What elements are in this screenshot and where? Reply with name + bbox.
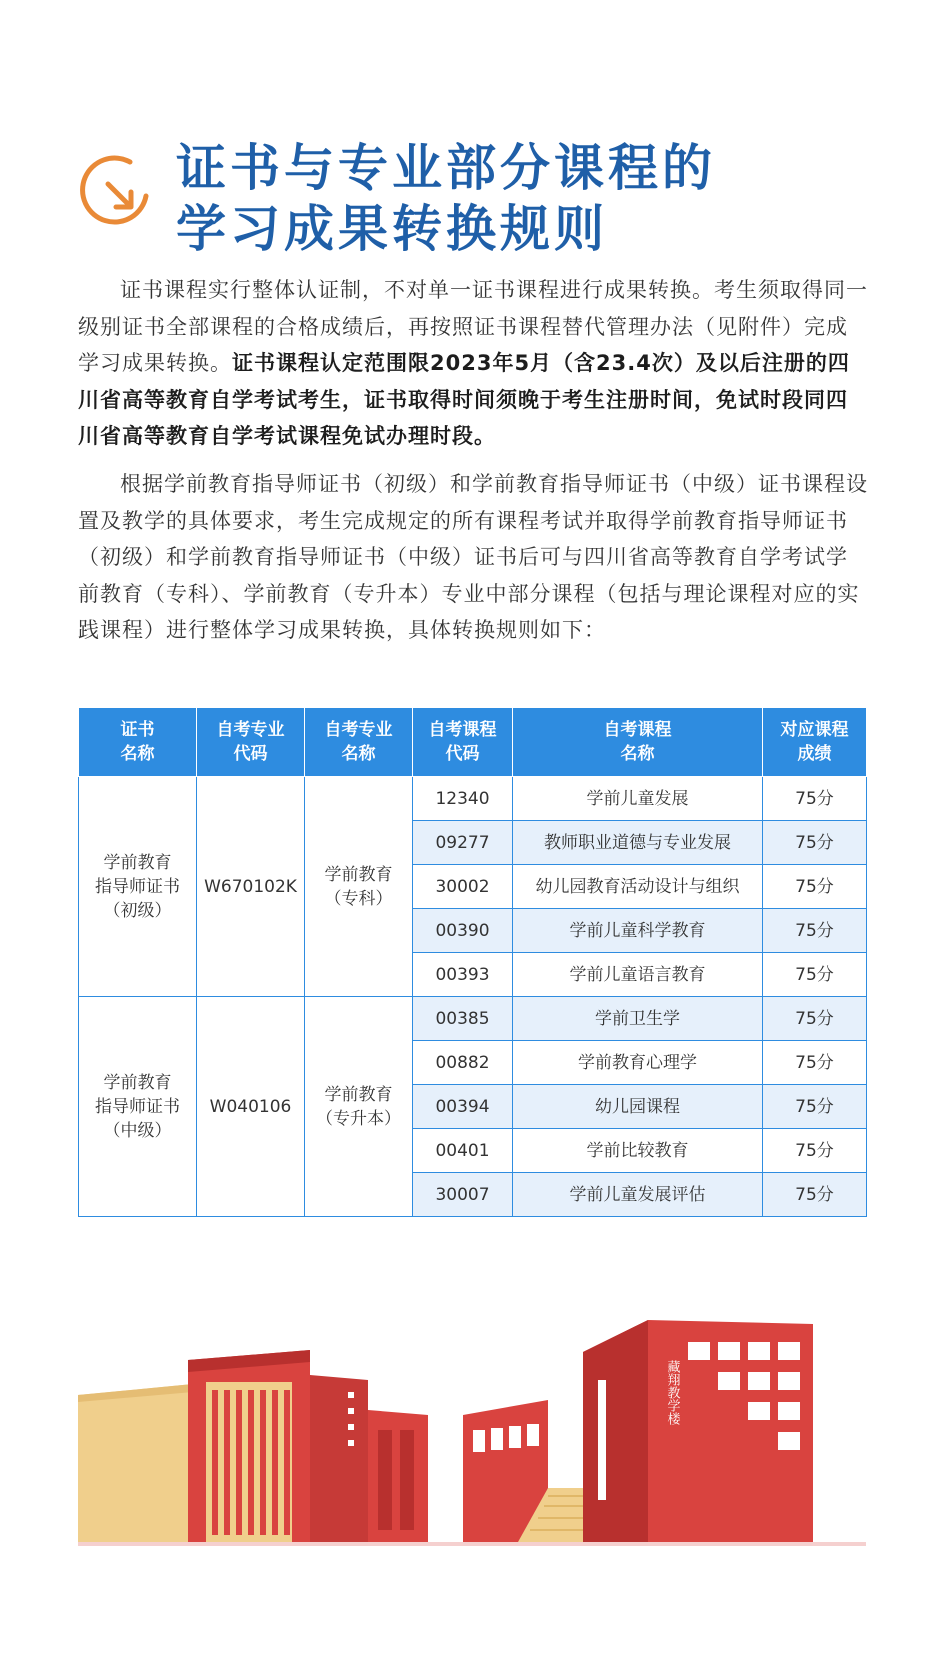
score-cell: 75分 (763, 953, 867, 997)
course-name-cell: 学前儿童发展评估 (513, 1173, 763, 1217)
header-major-name: 自考专业 名称 (305, 708, 413, 777)
title-line-1: 证书与专业部分课程的 (176, 139, 716, 197)
course-name-cell: 幼儿园教育活动设计与组织 (513, 865, 763, 909)
course-code-cell: 00394 (413, 1085, 513, 1129)
major-code-cell: W670102K (197, 777, 305, 997)
cert-name-cell: 学前教育 指导师证书 （初级） (79, 777, 197, 997)
section-title (78, 140, 898, 260)
course-code-cell: 00401 (413, 1129, 513, 1173)
score-cell: 75分 (763, 1041, 867, 1085)
intro-bold-text: 证书课程认定范围限2023年5月（含23.4次）及以后注册的四川省高等教育自学考试考生，证书取得时间须晚于考生注册时间，免试时段同四川省高等教育自学考试课程免试办理时段。 (78, 351, 850, 448)
course-code-cell: 30007 (413, 1173, 513, 1217)
score-cell: 75分 (763, 777, 867, 821)
score-cell: 75分 (763, 1173, 867, 1217)
building-sign: 藏翔教学楼 (664, 1360, 680, 1425)
course-name-cell: 学前卫生学 (513, 997, 763, 1041)
header-course-name: 自考课程 名称 (513, 708, 763, 777)
arrow-circle-icon (78, 154, 152, 228)
course-name-cell: 教师职业道德与专业发展 (513, 821, 763, 865)
major-name-cell: 学前教育 （专升本） (305, 997, 413, 1217)
score-cell: 75分 (763, 865, 867, 909)
major-name-cell: 学前教育 （专科） (305, 777, 413, 997)
score-cell: 75分 (763, 909, 867, 953)
major-code-cell: W040106 (197, 997, 305, 1217)
header-cert-name: 证书 名称 (79, 708, 197, 777)
course-name-cell: 学前儿童科学教育 (513, 909, 763, 953)
score-cell: 75分 (763, 1129, 867, 1173)
conversion-table (78, 707, 867, 1217)
course-name-cell: 幼儿园课程 (513, 1085, 763, 1129)
score-cell: 75分 (763, 1085, 867, 1129)
score-cell: 75分 (763, 821, 867, 865)
course-code-cell: 00390 (413, 909, 513, 953)
header-score: 对应课程 成绩 (763, 708, 867, 777)
campus-buildings-illustration (78, 1320, 866, 1550)
course-name-cell: 学前教育心理学 (513, 1041, 763, 1085)
course-code-cell: 09277 (413, 821, 513, 865)
course-code-cell: 00882 (413, 1041, 513, 1085)
course-code-cell: 00385 (413, 997, 513, 1041)
header-major-code: 自考专业 代码 (197, 708, 305, 777)
course-name-cell: 学前儿童语言教育 (513, 953, 763, 997)
table-header-row (79, 708, 867, 777)
cert-name-cell: 学前教育 指导师证书 （中级） (79, 997, 197, 1217)
course-code-cell: 00393 (413, 953, 513, 997)
course-code-cell: 30002 (413, 865, 513, 909)
intro-text: 证书课程实行整体认证制，不对单一证书课程进行成果转换。考生须取得同一级别证书全部课程的合格成绩后，再按照证书课程替代管理办法（见附件）完成学习成果转换。 (78, 278, 868, 375)
intro-paragraph (78, 272, 868, 455)
header-course-code: 自考课程 代码 (413, 708, 513, 777)
table-row (79, 777, 867, 821)
score-cell: 75分 (763, 997, 867, 1041)
table-row (79, 997, 867, 1041)
rules-paragraph: 根据学前教育指导师证书（初级）和学前教育指导师证书（中级）证书课程设置及教学的具体要求，考生完成规定的所有课程考试并取得学前教育指导师证书（初级）和学前教育指导师证书（中级）证书后可与四川省高等教育自学考试学前教育（专科）、学前教育（专升本）专业中部分课程（包括与理论课程对应的实践课程）进行整体学习成果转换，具体转换规则如下： (78, 472, 868, 642)
title-line-2: 学习成果转换规则 (176, 200, 608, 258)
course-code-cell: 12340 (413, 777, 513, 821)
course-name-cell: 学前儿童发展 (513, 777, 763, 821)
course-name-cell: 学前比较教育 (513, 1129, 763, 1173)
